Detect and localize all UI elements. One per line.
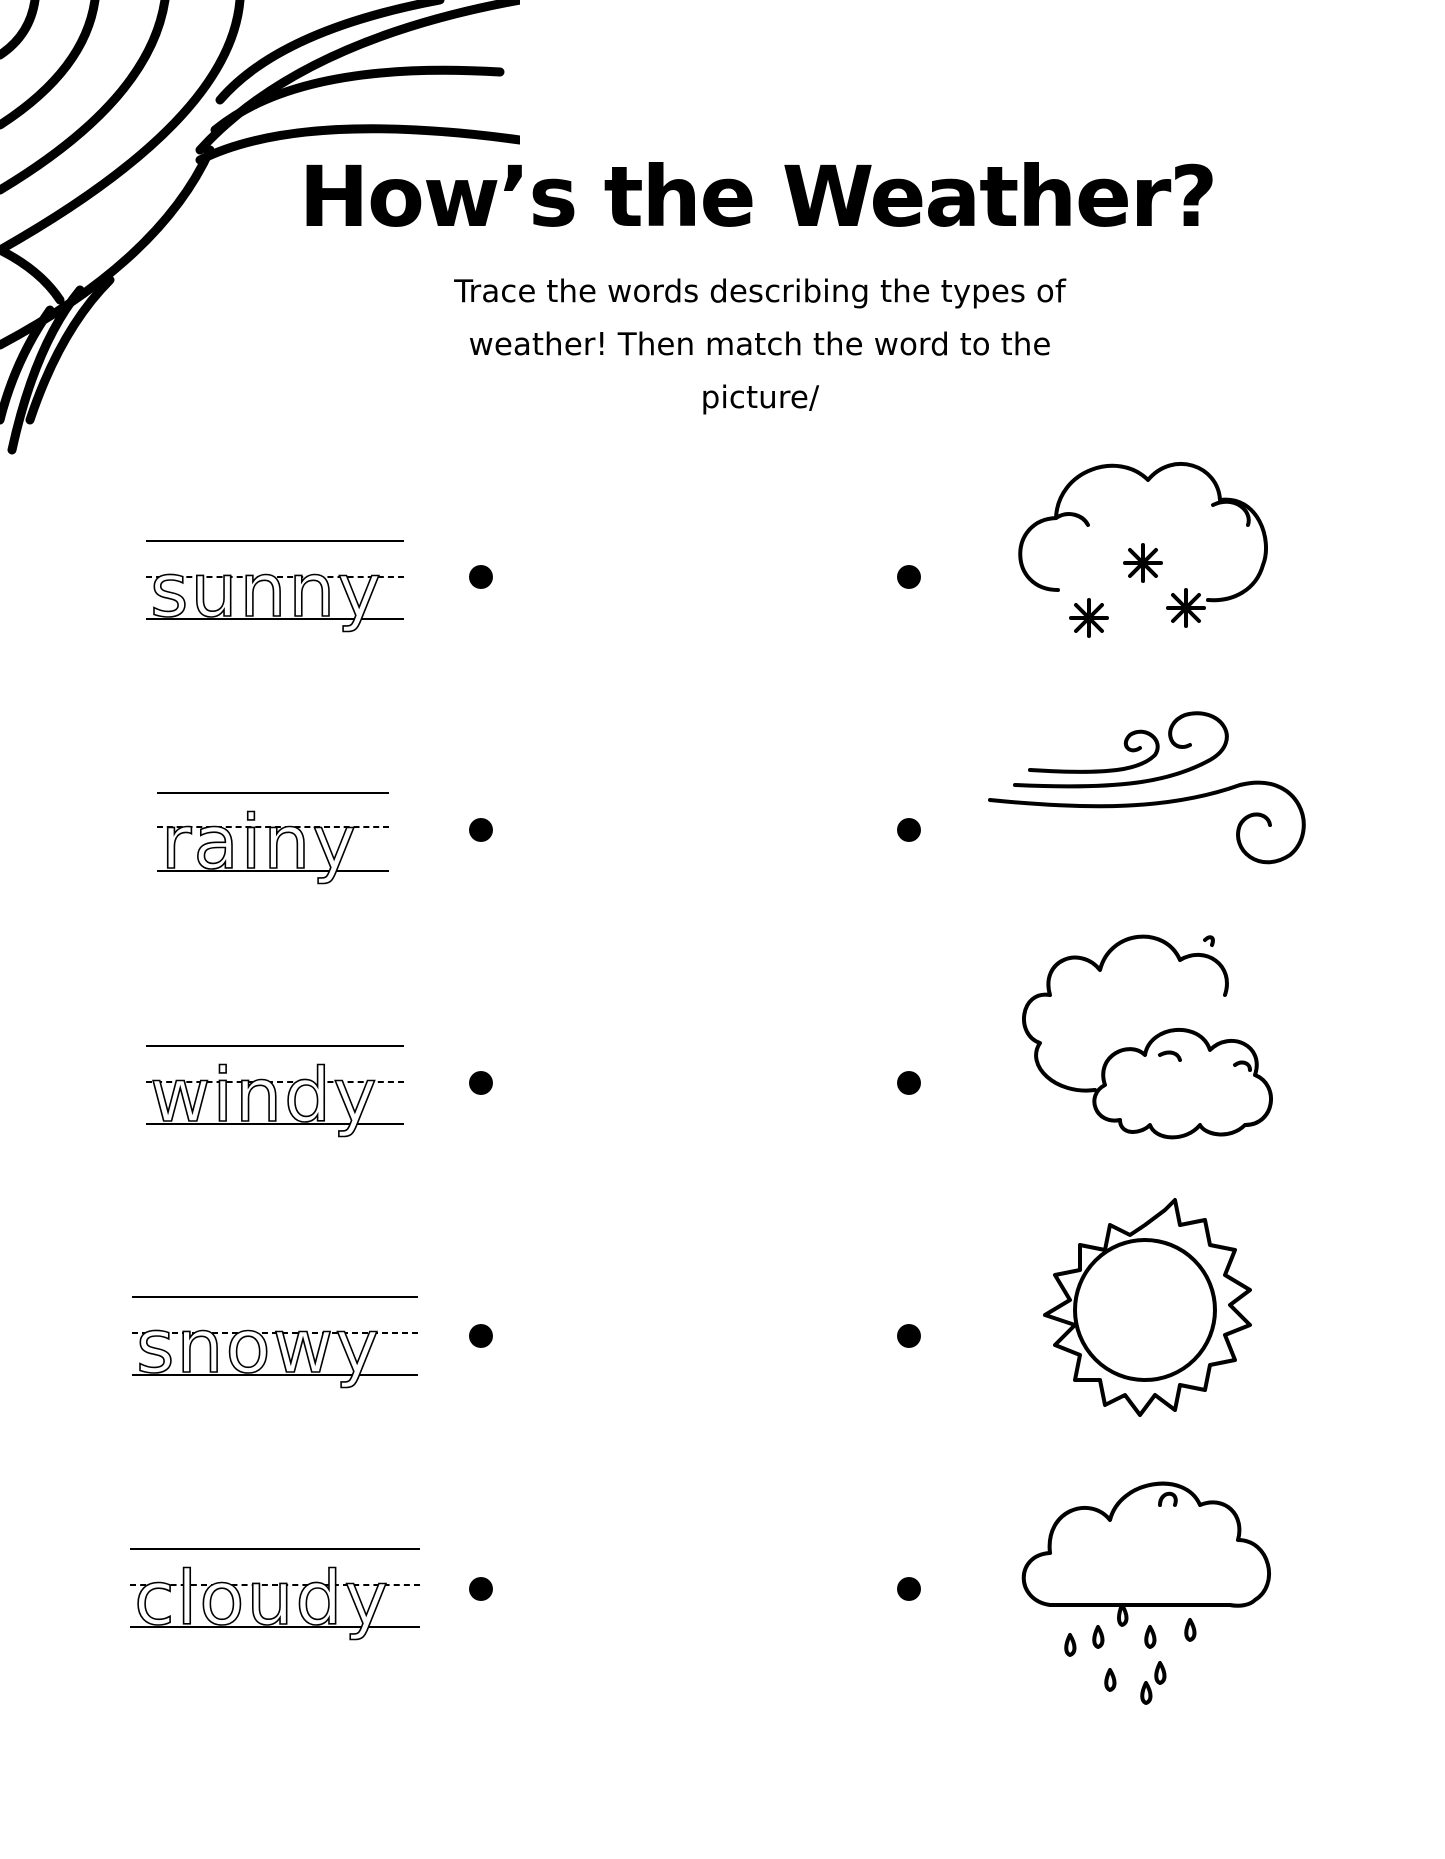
traceable-word: rainy [161, 800, 359, 886]
top-guide-line [146, 540, 404, 542]
traceable-word: snowy [136, 1304, 382, 1390]
trace-word-sunny[interactable] [146, 540, 404, 640]
match-dot-right-1[interactable] [897, 565, 921, 589]
top-guide-line [132, 1296, 418, 1298]
trace-word-rainy[interactable] [157, 792, 389, 892]
clouds-icon [1000, 925, 1290, 1145]
wind-icon [970, 700, 1320, 880]
trace-word-snowy[interactable] [132, 1296, 418, 1396]
match-dot-left-3[interactable] [469, 1071, 493, 1095]
match-dot-left-5[interactable] [469, 1577, 493, 1601]
match-dot-left-1[interactable] [469, 565, 493, 589]
snow-cloud-icon [1008, 440, 1288, 650]
traceable-word: sunny [150, 548, 384, 634]
match-dot-left-2[interactable] [469, 818, 493, 842]
trace-word-cloudy[interactable] [130, 1548, 420, 1648]
worksheet-title: How’s the Weather? [298, 148, 1217, 246]
match-dot-right-2[interactable] [897, 818, 921, 842]
top-guide-line [157, 792, 389, 794]
top-guide-line [146, 1045, 404, 1047]
rain-cloud-icon [1010, 1455, 1280, 1715]
trace-word-windy[interactable] [146, 1045, 404, 1145]
sun-icon [1030, 1195, 1260, 1425]
instructions-text: Trace the words describing the types of weather! Then match the word to the picture/ [454, 274, 1066, 416]
top-guide-line [130, 1548, 420, 1550]
match-dot-right-5[interactable] [897, 1577, 921, 1601]
traceable-word: cloudy [134, 1556, 391, 1642]
traceable-word: windy [150, 1053, 379, 1139]
match-dot-right-3[interactable] [897, 1071, 921, 1095]
match-dot-left-4[interactable] [469, 1324, 493, 1348]
match-dot-right-4[interactable] [897, 1324, 921, 1348]
